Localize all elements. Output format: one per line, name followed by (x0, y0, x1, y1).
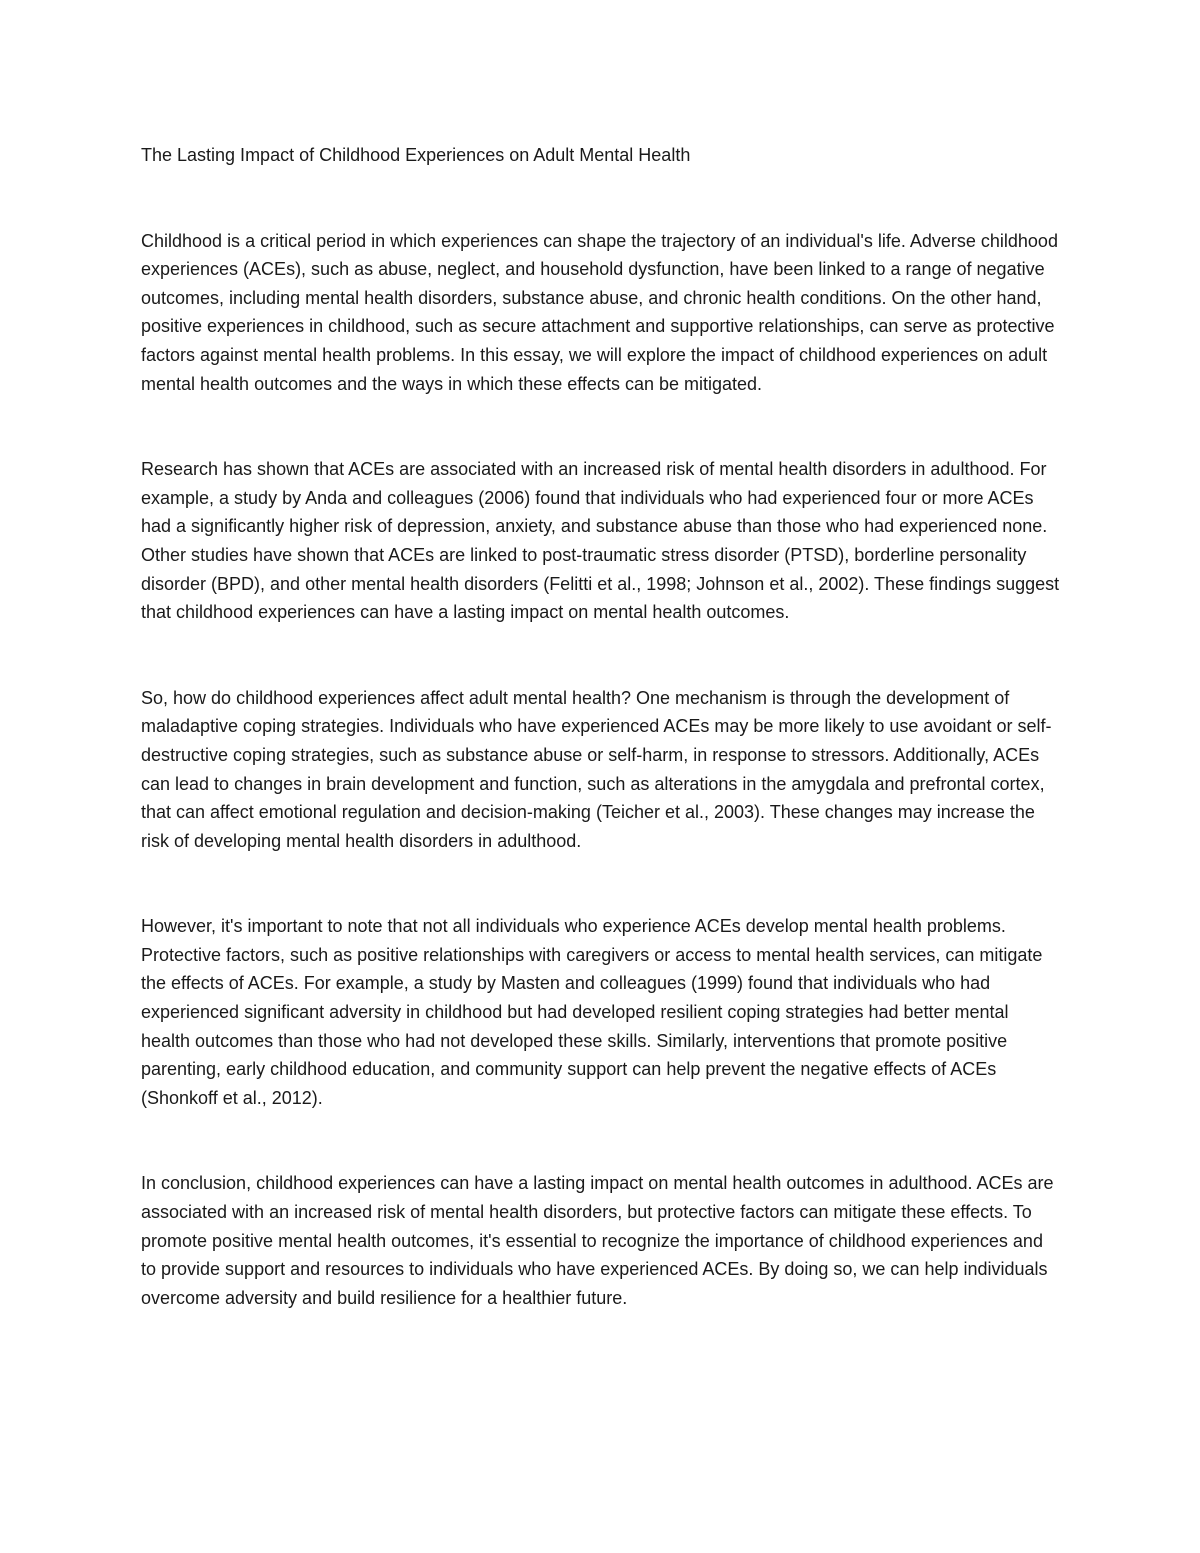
paragraph-mechanisms: So, how do childhood experiences affect adult mental health? One mechanism is through the development of maladaptive coping strategies. Individuals who have experienced ACEs may be more likely to use avoidant or self-destructive coping strategies, such as substance abuse or self-harm, in response to stressors. Additionally, ACEs can lead to changes in brain development and function, such as alterations in the amygdala and prefrontal cortex, that can affect emotional regulation and decision-making (Teicher et al., 2003). These changes may increase the risk of developing mental health disorders in adulthood. (141, 687, 1052, 851)
paragraph-introduction: Childhood is a critical period in which experiences can shape the trajectory of an individual's life. Adverse childhood experiences (ACEs), such as abuse, neglect, and household dysfunction, have been linked to a range of negative outcomes, including mental health disorders, substance abuse, and chronic health conditions. On the other hand, positive experiences in childhood, such as secure attachment and supportive relationships, can serve as protective factors against mental health problems. In this essay, we will explore the impact of childhood experiences on adult mental health outcomes and the ways in which these effects can be mitigated. (141, 230, 1058, 394)
paragraph-research: Research has shown that ACEs are associated with an increased risk of mental health disorders in adulthood. For example, a study by Anda and colleagues (2006) found that individuals who had experienced four or more ACEs had a significantly higher risk of depression, anxiety, and substance abuse than those who had experienced none. Other studies have shown that ACEs are linked to post-traumatic stress disorder (PTSD), borderline personality disorder (BPD), and other mental health disorders (Felitti et al., 1998; Johnson et al., 2002). These findings suggest that childhood experiences can have a lasting impact on mental health outcomes. (141, 459, 1060, 623)
paragraph-protective-factors: However, it's important to note that not all individuals who experience ACEs develop mental health problems. Protective factors, such as positive relationships with caregivers or access to mental health services, can mitigate the effects of ACEs. For example, a study by Masten and colleagues (1999) found that individuals who had experienced significant adversity in childhood but had developed resilient coping strategies had better mental health outcomes than those who had not developed these skills. Similarly, interventions that promote positive parenting, early childhood education, and community support can help prevent the negative effects of ACEs (Shonkoff et al., 2012). (141, 916, 1043, 1108)
document-title: The Lasting Impact of Childhood Experiences on Adult Mental Health (141, 145, 691, 165)
document-body (141, 141, 1061, 1312)
paragraph-conclusion: In conclusion, childhood experiences can have a lasting impact on mental health outcomes in adulthood. ACEs are associated with an increased risk of mental health disorders, but protective factors can mitigate these effects. To promote positive mental health outcomes, it's essential to recognize the importance of childhood experiences and to provide support and resources to individuals who have experienced ACEs. By doing so, we can help individuals overcome adversity and build resilience for a healthier future. (141, 1173, 1054, 1308)
